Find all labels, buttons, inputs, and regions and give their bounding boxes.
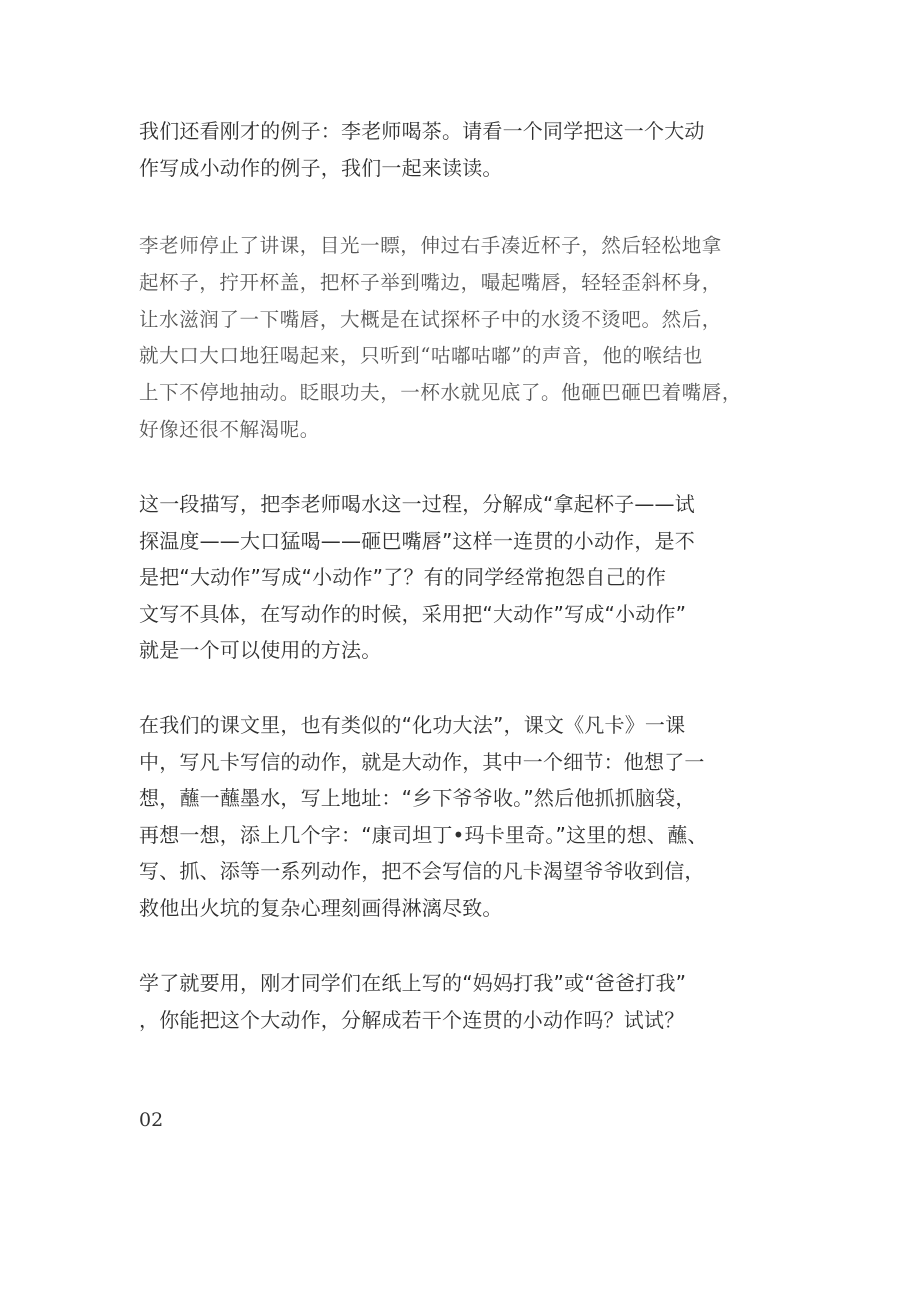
example-passage	[139, 228, 742, 449]
text-line: 我们还看刚才的例子：李老师喝茶。请看一个同学把这一个大动	[139, 119, 705, 143]
text-line: 是把“大动作”写成“小动作”了？有的同学经常抱怨自己的作	[139, 565, 667, 589]
page-number: 02	[139, 1109, 164, 1131]
text-line: 救他出火坑的复杂心理刻画得淋漓尽致。	[139, 895, 503, 920]
text-line: 就大口大口地狂喝起来，只听到“咕嘟咕嘟”的声音，他的喉结也	[139, 344, 703, 368]
text-line: 作写成小动作的例子，我们一起来读读。	[139, 155, 503, 180]
textbook-example-paragraph	[139, 707, 708, 926]
text-line: 在我们的课文里，也有类似的“化功大法”，课文《凡卡》一课	[139, 713, 686, 737]
text-line: 李老师停止了讲课，目光一瞟，伸过右手凑近杯子，然后轻松地拿	[139, 234, 722, 257]
text-line: 写、抓、添等一系列动作，把不会写信的凡卡渴望爷爷收到信，	[139, 859, 705, 883]
text-line: 再想一想，添上几个字：“康司坦丁•玛卡里奇。”这里的想、蘸、	[139, 822, 708, 847]
text-line: 文写不具体，在写动作的时候，采用把“大动作”写成“小动作”	[139, 601, 687, 626]
text-line: 学了就要用，刚才同学们在纸上写的“妈妈打我”或“爸爸打我”	[139, 971, 687, 995]
text-line: 就是一个可以使用的方法。	[139, 638, 382, 662]
text-line: 好像还很不解渴呢。	[139, 417, 320, 441]
exercise-paragraph	[139, 965, 686, 1038]
text-line: 这一段描写，把李老师喝水这一过程，分解成“拿起杯子——试	[139, 492, 695, 516]
text-line: 探温度——大口猛喝——砸巴嘴唇”这样一连贯的小动作，是不	[139, 528, 695, 553]
analysis-paragraph	[139, 486, 695, 669]
text-line: 中，写凡卡写信的动作，就是大动作，其中一个细节：他想了一	[139, 749, 705, 774]
intro-paragraph	[139, 113, 705, 186]
text-line: 让水滋润了一下嘴唇，大概是在试探杯子中的水烫不烫吧。然后，	[139, 307, 722, 331]
text-line: 上下不停地抽动。眨眼功夫，一杯水就见底了。他砸巴砸巴着嘴唇，	[139, 381, 743, 405]
text-line: 想，蘸一蘸墨水，写上地址：“乡下爷爷收。”然后他抓抓脑袋，	[139, 786, 696, 810]
text-line: 起杯子，拧开杯盖，把杯子举到嘴边，嘬起嘴唇，轻轻歪斜杯身，	[139, 270, 722, 294]
text-line: ，你能把这个大动作，分解成若干个连贯的小动作吗？试试？	[139, 1007, 685, 1032]
